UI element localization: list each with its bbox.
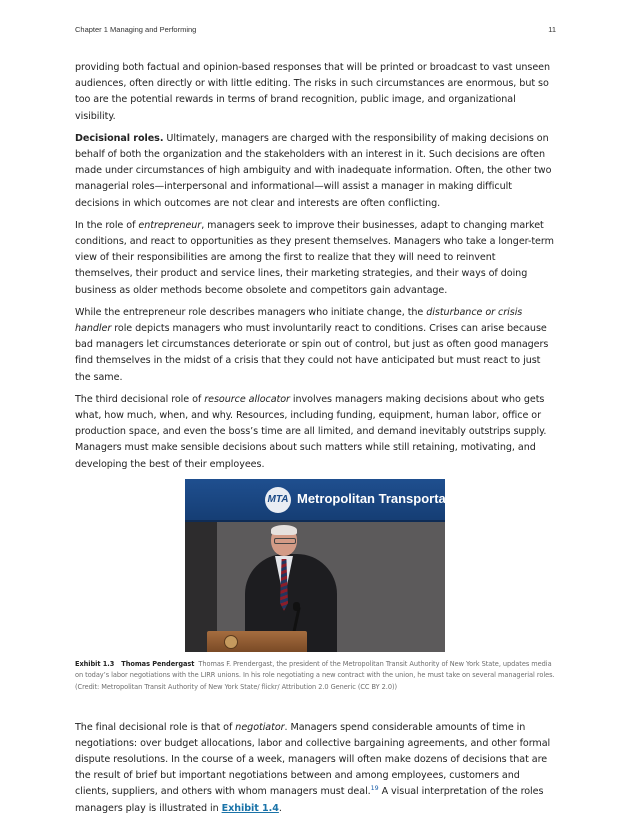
microphone-icon: [293, 602, 300, 611]
term-entrepreneur: entrepreneur: [138, 219, 202, 231]
lectern-seal: [224, 635, 238, 649]
paragraph-entrepreneur: In the role of entrepreneur, managers seek to improve their businesses, adapt to changing market conditions, and react to opportunities as they present themselves. Managers who take a longer-term view of their responsibilities are among the first to realize that they will need to reinvent themselves, their product and service lines, their marketing strategies, and their ways of doing business as older methods become obsolete and competitors gain advantage.: [75, 219, 554, 296]
term-negotiator: negotiator: [235, 721, 285, 733]
page-header: [75, 25, 556, 34]
paragraph-decisional-roles: Decisional roles. Ultimately, managers are charged with the responsibility of making decisions on behalf of both the organization and the stakeholders with an interest in it. Such decisions are often made under circumstances of high ambiguity and with inadequate information. Often, the other two managerial roles—interpersonal and informational—will assist a manager in making difficult decisions in which outcomes are not clear and interests are often conflicting.: [75, 132, 552, 209]
exhibit-caption: [75, 659, 556, 694]
footnote-ref-19[interactable]: 19: [370, 785, 379, 793]
term-resource-allocator: resource allocator: [204, 393, 290, 405]
paragraph-resource-allocator: The third decisional role of resource allocator involves managers making decisions about who gets what, how much, when, and why. Resources, including funding, equipment, human labor, office or production space, and even the boss’s time are all limited, and demand inevitably outstrips supply. Managers must make sensible decisions about such matters while still retaining, motivating, and developing the best of their employees.: [75, 393, 547, 470]
exhibit-1-4-link[interactable]: Exhibit 1.4: [221, 802, 279, 814]
page-content: [75, 60, 556, 823]
caption-label: Exhibit 1.3: [75, 659, 115, 668]
speaker-hair: [271, 525, 297, 535]
banner-text: Metropolitan Transportatio: [297, 490, 462, 506]
section-heading: Decisional roles.: [75, 132, 164, 144]
term-crisis-handler: disturbance or crisis handler: [75, 306, 523, 335]
chapter-title: Chapter 1 Managing and Performing: [75, 25, 197, 34]
caption-text: Thomas F. Prendergast, the president of the Metropolitan Transit Authority of New York State, updates media on today’s labor negotiations with the LIRR unions. In his role negotiating a new contract with the union, he must take on several managerial roles. (Credit: Metropolitan Transit Authority of New York State/ flickr/ Attribution 2.0 Generic (CC BY 2.0)): [75, 659, 555, 692]
lectern: [207, 631, 307, 652]
paragraph-crisis-handler: While the entrepreneur role describes managers who initiate change, the disturbance or crisis handler role depicts managers who must involuntarily react to conditions. Crises can arise because bad managers let circumstances deteriorate or spin out of control, but just as often good managers find themselves in the midst of a crisis that they could not have anticipated but must react to just the same.: [75, 306, 549, 383]
exhibit-photo: [185, 479, 462, 652]
paragraph: providing both factual and opinion-based responses that will be printed or broadcast to vast unseen audiences, often directly or with little editing. The risks in such circumstances are enormous, but so too are the potential rewards in terms of brand recognition, public image, and organizational visibility.: [75, 62, 551, 122]
paragraph-negotiator: The final decisional role is that of negotiator. Managers spend considerable amounts of time in negotiations: over budget allocations, labor and collective bargaining agreements, and other formal dispute resolutions. In the course of a week, managers will often make dozens of decisions that are the result of brief but important negotiations between and among employees, customers and clients, suppliers, and others with whom managers must deal.$^{19}$ A visual interpretation of the roles managers play is illustrated in Exhibit 1.4.: [75, 721, 551, 814]
caption-title: Thomas Pendergast: [121, 659, 195, 668]
speaker-glasses: [274, 538, 296, 544]
exhibit-figure: [75, 479, 556, 694]
mta-logo: MTA: [265, 487, 291, 513]
page-number: 11: [548, 25, 556, 34]
